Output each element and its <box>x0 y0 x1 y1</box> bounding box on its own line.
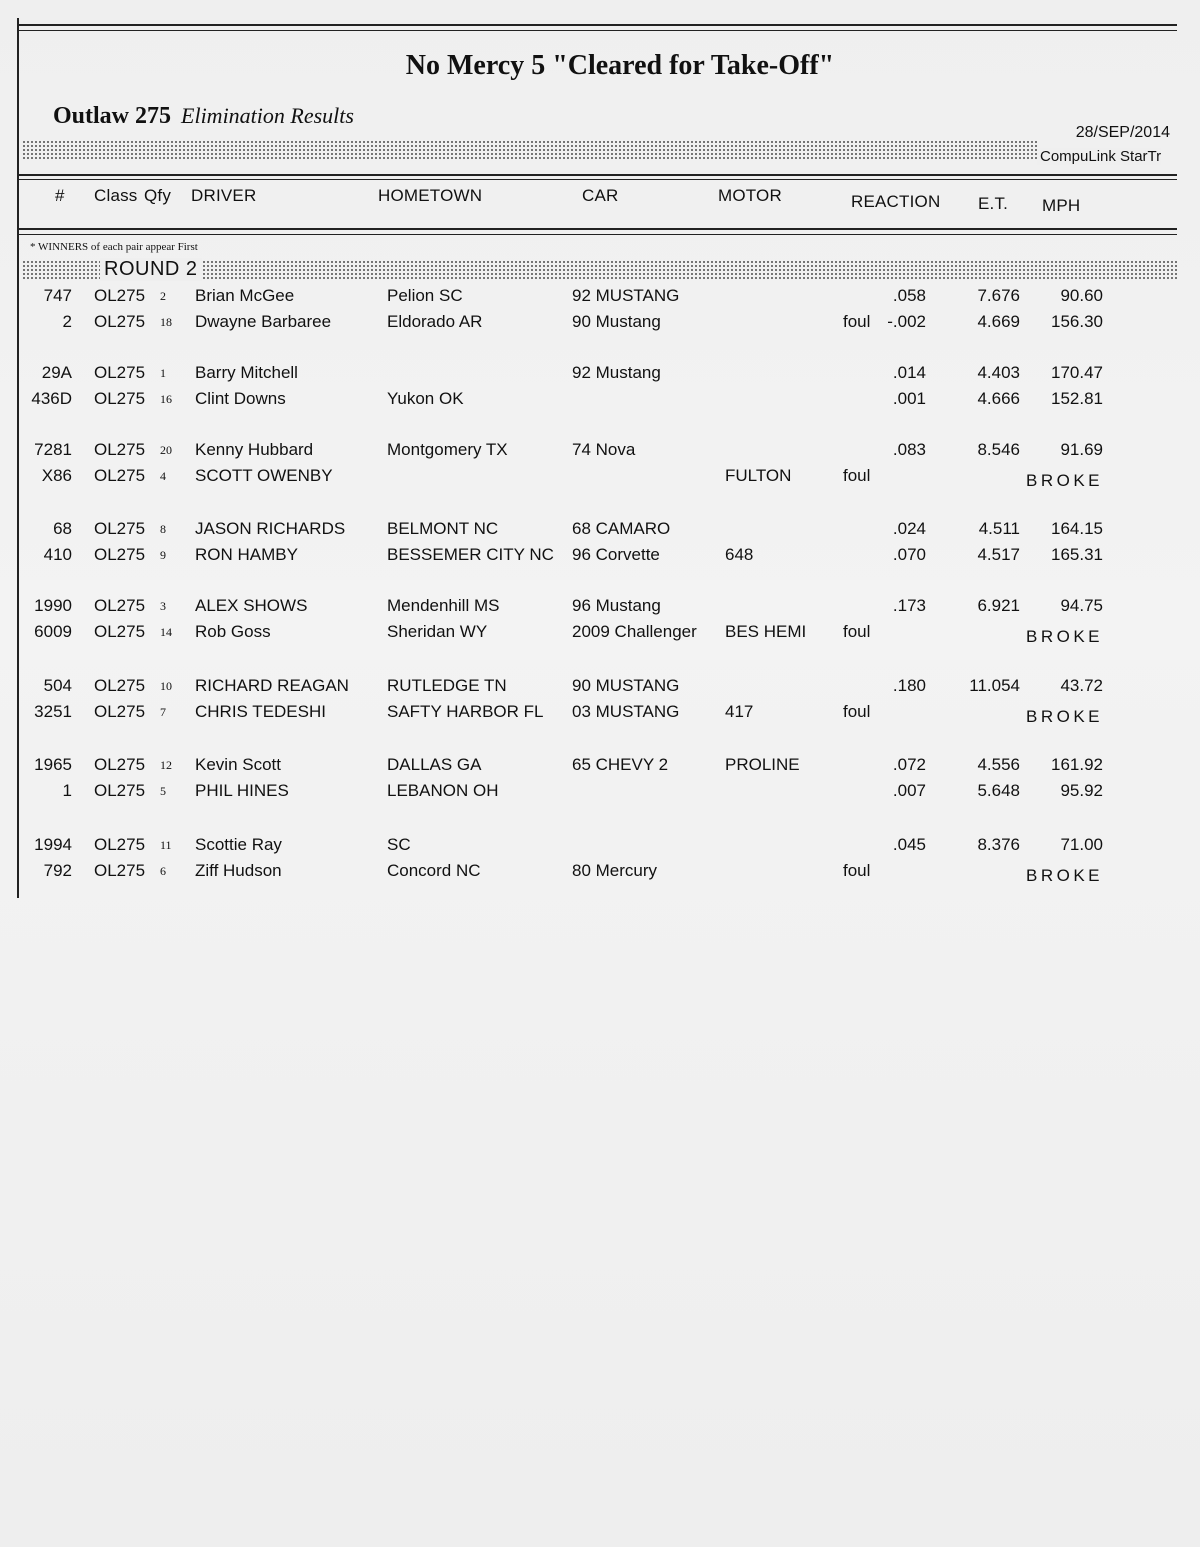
cell-num: 1994 <box>34 835 72 855</box>
cell-class: OL275 <box>94 755 146 775</box>
cell-car: 80 Mercury <box>572 861 658 881</box>
cell-qfy: 20 <box>160 443 172 458</box>
cell-car: 96 Corvette <box>572 544 660 564</box>
cell-reaction: .014 <box>892 363 926 383</box>
cell-qfy: 14 <box>160 624 172 639</box>
cell-hometown: BESSEMER CITY NC <box>387 544 554 564</box>
cell-broke: BROKE <box>1026 866 1104 886</box>
cell-foul: foul <box>843 466 871 486</box>
col-header-num: # <box>55 186 65 205</box>
cell-num: 1965 <box>34 755 72 775</box>
cell-car: 74 Nova <box>572 440 636 460</box>
cell-broke: BROKE <box>1026 471 1104 491</box>
cell-car: 92 Mustang <box>572 363 661 383</box>
cell-driver: Kenny Hubbard <box>195 440 314 460</box>
cell-mph: 94.75 <box>1060 595 1103 615</box>
cell-class: OL275 <box>94 621 146 641</box>
class-name: Outlaw 275 <box>53 103 172 129</box>
cell-qfy: 11 <box>160 838 172 853</box>
cell-qfy: 18 <box>160 315 172 329</box>
cell-mph: 95.92 <box>1060 781 1103 801</box>
cell-num: 6009 <box>34 621 72 641</box>
cell-num: 504 <box>43 676 72 695</box>
cell-qfy: 7 <box>160 705 166 719</box>
cell-class: OL275 <box>94 544 146 564</box>
cell-et: 4.403 <box>977 363 1020 383</box>
cell-reaction: .045 <box>892 835 926 855</box>
cell-num: 68 <box>53 518 72 538</box>
cell-hometown: BELMONT NC <box>387 518 499 538</box>
cell-et: 4.556 <box>977 755 1020 775</box>
col-header-qfy: Qfy <box>144 186 172 205</box>
cell-qfy: 2 <box>160 289 166 303</box>
cell-class: OL275 <box>94 781 146 801</box>
cell-driver: CHRIS TEDESHI <box>195 702 326 721</box>
cell-hometown: Yukon OK <box>387 389 464 409</box>
cell-num: 436D <box>31 389 72 409</box>
cell-num: 3251 <box>34 702 72 721</box>
cell-driver: PHIL HINES <box>195 781 289 801</box>
cell-car: 68 CAMARO <box>572 518 671 538</box>
header-rule-top <box>17 174 1177 176</box>
cell-car: 03 MUSTANG <box>572 702 680 721</box>
cell-mph: 91.69 <box>1060 440 1103 460</box>
cell-class: OL275 <box>94 676 146 695</box>
cell-hometown: SAFTY HARBOR FL <box>387 702 544 721</box>
results-label: Elimination Results <box>181 103 354 128</box>
cell-et: 8.376 <box>977 835 1020 855</box>
cell-car: 90 MUSTANG <box>572 676 680 695</box>
cell-hometown: Pelion SC <box>387 286 463 305</box>
cell-driver: Scottie Ray <box>195 835 282 855</box>
cell-qfy: 16 <box>160 392 172 407</box>
cell-foul: foul <box>843 621 871 641</box>
cell-car: 65 CHEVY 2 <box>572 755 669 775</box>
cell-car: 96 Mustang <box>572 595 661 615</box>
cell-reaction: .070 <box>892 544 926 564</box>
cell-driver: SCOTT OWENBY <box>195 466 333 486</box>
cell-class: OL275 <box>94 595 146 615</box>
cell-car: 2009 Challenger <box>572 621 697 641</box>
cell-class: OL275 <box>94 363 146 383</box>
cell-class: OL275 <box>94 702 146 721</box>
cell-driver: Dwayne Barbaree <box>195 312 332 331</box>
cell-qfy: 10 <box>160 679 172 693</box>
cell-foul: foul <box>843 861 871 881</box>
cell-hometown: SC <box>387 835 411 855</box>
cell-class: OL275 <box>94 286 146 305</box>
top-rule-thin <box>17 30 1177 31</box>
col-header-car: CAR <box>582 186 619 205</box>
cell-class: OL275 <box>94 835 146 855</box>
cell-hometown: Sheridan WY <box>387 621 488 641</box>
winners-note: * WINNERS of each pair appear First <box>30 241 198 253</box>
cell-motor: 648 <box>725 544 754 564</box>
cell-qfy: 1 <box>160 366 166 381</box>
cell-class: OL275 <box>94 389 146 409</box>
cell-et: 4.666 <box>977 389 1020 409</box>
col-header-hometown: HOMETOWN <box>378 186 483 205</box>
cell-qfy: 5 <box>160 784 166 799</box>
cell-et: 7.676 <box>977 286 1020 305</box>
cell-class: OL275 <box>94 518 146 538</box>
cell-et: 4.669 <box>977 312 1020 331</box>
cell-reaction: .024 <box>892 518 926 538</box>
cell-num: 7281 <box>34 440 72 460</box>
cell-reaction: .072 <box>892 755 926 775</box>
cell-qfy: 8 <box>160 521 166 536</box>
header-dot-band <box>22 140 1037 160</box>
cell-reaction: .058 <box>892 286 926 305</box>
cell-car: 92 MUSTANG <box>572 286 680 305</box>
cell-hometown: Montgomery TX <box>387 440 508 460</box>
cell-driver: Kevin Scott <box>195 755 281 775</box>
cell-qfy: 4 <box>160 469 166 484</box>
cell-mph: 156.30 <box>1051 312 1103 331</box>
cell-qfy: 6 <box>160 864 166 879</box>
cell-mph: 71.00 <box>1060 835 1103 855</box>
col-header-driver: DRIVER <box>191 186 257 205</box>
cell-mph: 90.60 <box>1060 286 1103 305</box>
col-header-motor: MOTOR <box>718 186 782 205</box>
event-title: No Mercy 5 "Cleared for Take-Off" <box>405 50 835 81</box>
cell-et: 5.648 <box>977 781 1020 801</box>
cell-reaction: .083 <box>892 440 926 460</box>
cell-driver: RICHARD REAGAN <box>195 676 349 695</box>
cell-driver: JASON RICHARDS <box>195 518 346 538</box>
cell-driver: Ziff Hudson <box>195 861 282 881</box>
cell-hometown: RUTLEDGE TN <box>387 676 507 695</box>
cell-driver: Brian McGee <box>195 286 295 305</box>
cell-num: 792 <box>43 861 72 881</box>
cell-driver: RON HAMBY <box>195 544 298 564</box>
cell-class: OL275 <box>94 312 146 331</box>
cell-class: OL275 <box>94 440 146 460</box>
cell-mph: 165.31 <box>1051 544 1103 564</box>
cell-et: 8.546 <box>977 440 1020 460</box>
col-header-et: E.T. <box>978 194 1009 213</box>
cell-qfy: 3 <box>160 598 166 613</box>
cell-hometown: Concord NC <box>387 861 481 881</box>
cell-reaction: -.002 <box>887 312 926 331</box>
header-rule-top-thin <box>17 179 1177 180</box>
cell-et: 11.054 <box>969 676 1020 695</box>
class-heading <box>53 103 354 130</box>
cell-class: OL275 <box>94 861 146 881</box>
cell-broke: BROKE <box>1026 626 1104 646</box>
cell-reaction: .007 <box>892 781 926 801</box>
event-date: 28/SEP/2014 <box>1075 124 1170 141</box>
cell-hometown: Mendenhill MS <box>387 595 500 615</box>
cell-class: OL275 <box>94 466 146 486</box>
cell-num: 1990 <box>34 595 72 615</box>
cell-num: 410 <box>43 544 72 564</box>
cell-num: 747 <box>43 286 72 305</box>
top-rule <box>17 24 1177 26</box>
cell-hometown: DALLAS GA <box>387 755 482 775</box>
cell-num: 1 <box>62 781 72 801</box>
cell-motor: 417 <box>725 702 754 721</box>
col-header-reaction: REACTION <box>851 192 941 211</box>
cell-reaction: .173 <box>892 595 926 615</box>
brand-label: CompuLink StarTr <box>1037 148 1161 165</box>
cell-foul: foul <box>843 312 871 331</box>
cell-foul: foul <box>843 702 871 721</box>
cell-driver: ALEX SHOWS <box>195 595 308 615</box>
cell-et: 6.921 <box>977 595 1020 615</box>
header-rule-bottom <box>17 228 1177 230</box>
cell-motor: FULTON <box>725 466 792 486</box>
cell-motor: PROLINE <box>725 755 800 775</box>
cell-num: 2 <box>62 312 72 331</box>
cell-reaction: .180 <box>892 676 926 695</box>
cell-num: 29A <box>41 363 72 383</box>
cell-broke: BROKE <box>1026 707 1104 726</box>
cell-qfy: 9 <box>160 547 166 562</box>
cell-et: 4.517 <box>977 544 1020 564</box>
cell-driver: Rob Goss <box>195 621 271 641</box>
col-header-mph: MPH <box>1042 196 1081 215</box>
cell-car: 90 Mustang <box>572 312 661 331</box>
cell-driver: Clint Downs <box>195 389 286 409</box>
cell-mph: 170.47 <box>1051 363 1103 383</box>
cell-mph: 164.15 <box>1051 518 1103 538</box>
cell-hometown: LEBANON OH <box>387 781 499 801</box>
left-border <box>17 18 19 898</box>
cell-mph: 161.92 <box>1051 755 1103 775</box>
cell-mph: 152.81 <box>1051 389 1103 409</box>
cell-reaction: .001 <box>892 389 926 409</box>
cell-num: X86 <box>41 466 72 486</box>
cell-hometown: Eldorado AR <box>387 312 483 331</box>
round-label: ROUND 2 <box>100 258 202 281</box>
cell-qfy: 12 <box>160 758 172 773</box>
cell-mph: 43.72 <box>1060 676 1103 695</box>
cell-et: 4.511 <box>978 518 1020 538</box>
header-rule-bottom-thin <box>17 234 1177 235</box>
cell-motor: BES HEMI <box>725 621 807 641</box>
col-header-class: Class <box>94 186 138 205</box>
cell-driver: Barry Mitchell <box>195 363 298 383</box>
